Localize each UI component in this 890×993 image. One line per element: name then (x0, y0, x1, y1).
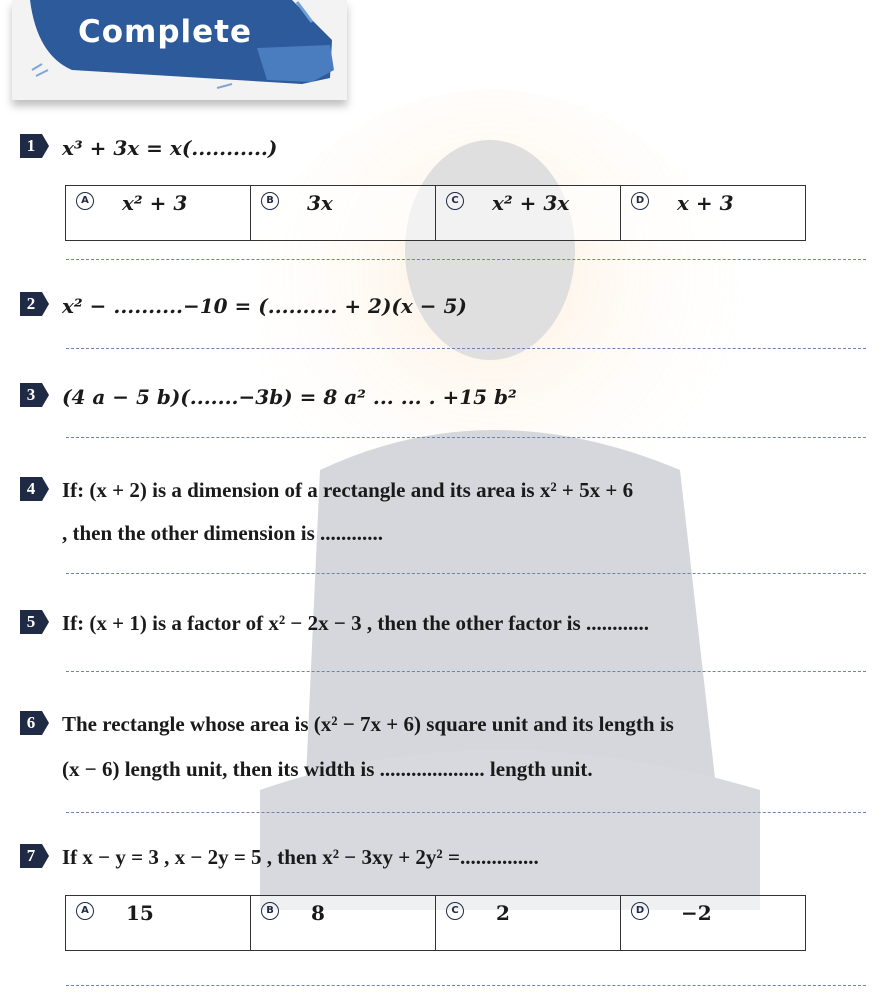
question-6-line-2: (x − 6) length unit, then its width is .................... length unit. (62, 757, 593, 781)
choice-b-value: 8 (311, 901, 325, 925)
divider (66, 671, 866, 672)
choice-b[interactable] (251, 896, 436, 950)
question-7-text: If x − y = 3 , x − 2y = 5 , then x² − 3xy + 2y² =............... (62, 845, 539, 869)
question-number-7: 7 (20, 844, 42, 868)
choice-b-value: 3x (307, 191, 333, 215)
question-number-2: 2 (20, 292, 42, 316)
choice-d-value: x + 3 (677, 191, 734, 215)
choice-d[interactable] (621, 186, 805, 240)
choice-d-icon: D (631, 192, 649, 210)
question-number-1: 1 (20, 134, 42, 158)
choice-d-icon: D (631, 902, 649, 920)
question-7-choices (65, 895, 806, 951)
choice-a[interactable] (66, 896, 251, 950)
choice-d[interactable] (621, 896, 805, 950)
choice-c-icon: C (446, 192, 464, 210)
choice-c[interactable] (436, 896, 621, 950)
question-number-4: 4 (20, 477, 42, 501)
choice-a-value: 15 (126, 901, 154, 925)
divider (66, 985, 866, 986)
choice-a-icon: A (76, 902, 94, 920)
section-title: Complete (78, 14, 253, 50)
choice-c-value: 2 (496, 901, 510, 925)
question-1-choices (65, 185, 806, 241)
question-3-text: (4 a − 5 b)(.......−3b) = 8 a² ... ... . +15 b² (62, 385, 517, 409)
question-4-line-2: , then the other dimension is ............ (62, 521, 384, 545)
divider (66, 348, 866, 349)
divider (66, 437, 866, 438)
choice-a-value: x² + 3 (122, 191, 188, 215)
question-number-5: 5 (20, 610, 42, 634)
divider (66, 573, 866, 574)
choice-b-icon: B (261, 902, 279, 920)
choice-d-value: −2 (681, 901, 712, 925)
divider (66, 812, 866, 813)
section-header-card (12, 0, 347, 100)
question-6-line-1: The rectangle whose area is (x² − 7x + 6) square unit and its length is (62, 712, 674, 736)
divider (66, 259, 866, 260)
question-number-3: 3 (20, 383, 42, 407)
choice-c[interactable] (436, 186, 621, 240)
choice-b[interactable] (251, 186, 436, 240)
question-4-line-1: If: (x + 2) is a dimension of a rectangle and its area is x² + 5x + 6 (62, 478, 634, 502)
question-1-text: x³ + 3x = x(...........) (62, 136, 278, 160)
choice-a[interactable] (66, 186, 251, 240)
question-2-text: x² − ..........−10 = (.......... + 2)(x − 5) (62, 294, 467, 318)
choice-b-icon: B (261, 192, 279, 210)
choice-a-icon: A (76, 192, 94, 210)
question-5-text: If: (x + 1) is a factor of x² − 2x − 3 , then the other factor is ............ (62, 611, 649, 635)
choice-c-value: x² + 3x (492, 191, 570, 215)
question-number-6: 6 (20, 711, 42, 735)
choice-c-icon: C (446, 902, 464, 920)
